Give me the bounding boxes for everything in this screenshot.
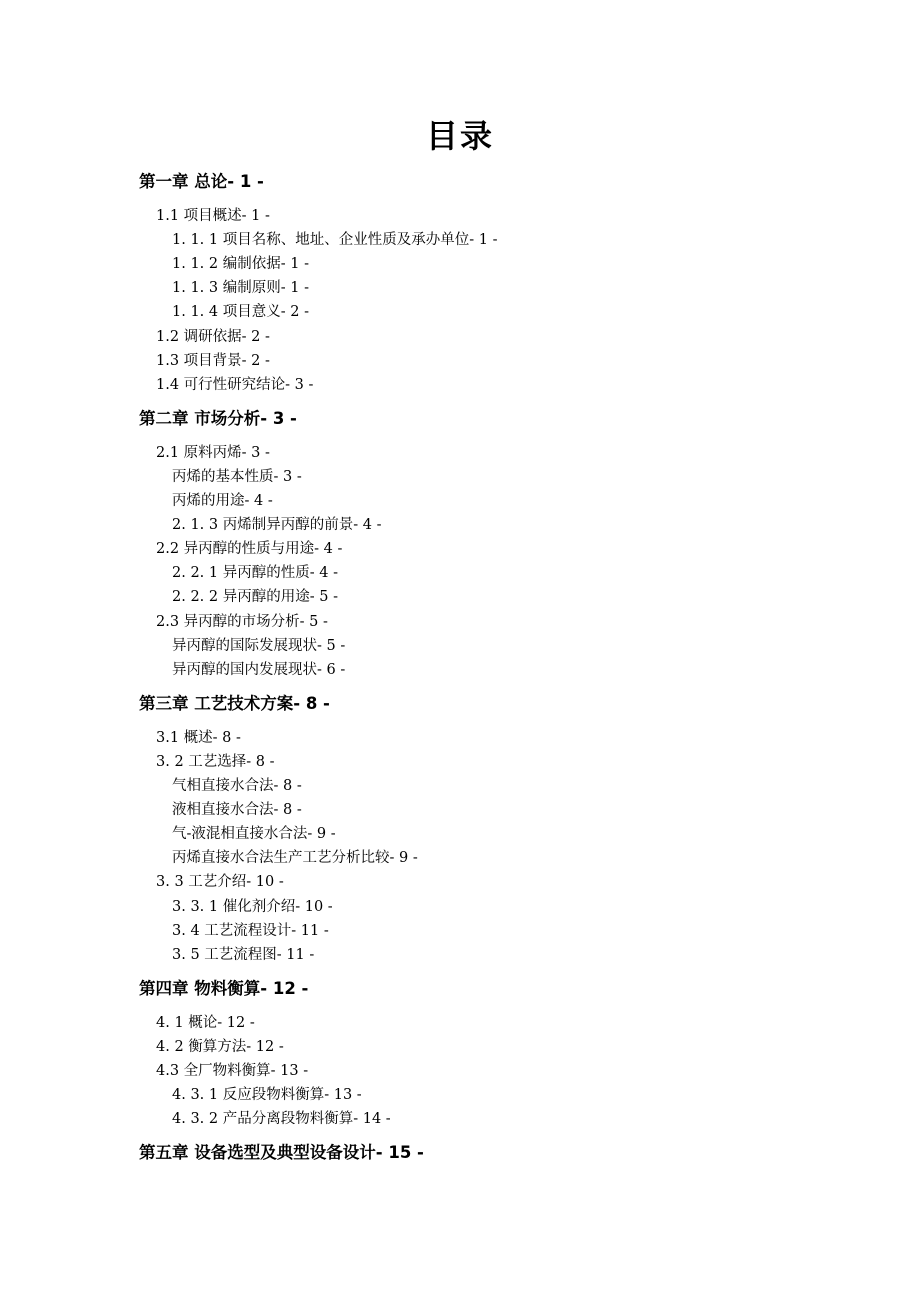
- toc-subsection-entry[interactable]: 异丙醇的国际发展现状- 5 -: [172, 637, 346, 654]
- toc-section-entry[interactable]: 2.1 原料丙烯- 3 -: [156, 444, 270, 461]
- toc-subsection-entry[interactable]: 2. 1. 3 丙烯制异丙醇的前景- 4 -: [172, 517, 382, 534]
- toc-subsection-entry[interactable]: 1. 1. 1 项目名称、地址、企业性质及承办单位- 1 -: [172, 232, 498, 249]
- toc-subsection-entry[interactable]: 2. 2. 1 异丙醇的性质- 4 -: [172, 565, 338, 582]
- toc-section-entry[interactable]: 2.2 异丙醇的性质与用途- 4 -: [156, 541, 343, 558]
- toc-chapter-entry[interactable]: 第五章 设备选型及典型设备设计- 15 -: [139, 1143, 424, 1163]
- toc-chapter-entry[interactable]: 第四章 物料衡算- 12 -: [139, 978, 309, 998]
- toc-subsection-entry[interactable]: 气-液混相直接水合法- 9 -: [172, 826, 336, 843]
- toc-subsection-entry[interactable]: 4. 3. 2 产品分离段物料衡算- 14 -: [172, 1111, 391, 1128]
- toc-section-entry[interactable]: 4. 2 衡算方法- 12 -: [156, 1038, 284, 1055]
- toc-subsection-entry[interactable]: 3. 5 工艺流程图- 11 -: [172, 946, 315, 963]
- toc-title: 目录: [425, 117, 494, 155]
- toc-section-entry[interactable]: 1.3 项目背景- 2 -: [156, 352, 270, 369]
- toc-section-entry[interactable]: 1.4 可行性研究结论- 3 -: [156, 376, 314, 393]
- toc-subsection-entry[interactable]: 液相直接水合法- 8 -: [172, 802, 302, 819]
- toc-chapter-entry[interactable]: 第二章 市场分析- 3 -: [139, 408, 297, 428]
- toc-section-entry[interactable]: 3. 2 工艺选择- 8 -: [156, 753, 275, 770]
- toc-subsection-entry[interactable]: 丙烯直接水合法生产工艺分析比较- 9 -: [172, 850, 418, 867]
- toc-subsection-entry[interactable]: 丙烯的基本性质- 3 -: [172, 468, 302, 485]
- toc-section-entry[interactable]: 3.1 概述- 8 -: [156, 729, 241, 746]
- toc-subsection-entry[interactable]: 2. 2. 2 异丙醇的用途- 5 -: [172, 589, 338, 606]
- toc-subsection-entry[interactable]: 1. 1. 3 编制原则- 1 -: [172, 280, 309, 297]
- toc-subsection-entry[interactable]: 3. 3. 1 催化剂介绍- 10 -: [172, 898, 333, 915]
- toc-subsection-entry[interactable]: 异丙醇的国内发展现状- 6 -: [172, 661, 346, 678]
- toc-subsection-entry[interactable]: 气相直接水合法- 8 -: [172, 778, 302, 794]
- toc-subsection-entry[interactable]: 丙烯的用途- 4 -: [172, 493, 273, 509]
- toc-section-entry[interactable]: 1.1 项目概述- 1 -: [156, 208, 270, 224]
- toc-section-entry[interactable]: 1.2 调研依据- 2 -: [156, 328, 270, 345]
- toc-section-entry[interactable]: 4. 1 概论- 12 -: [156, 1014, 255, 1031]
- toc-subsection-entry[interactable]: 3. 4 工艺流程设计- 11 -: [172, 922, 329, 939]
- toc-section-entry[interactable]: 3. 3 工艺介绍- 10 -: [156, 874, 284, 891]
- toc-subsection-entry[interactable]: 1. 1. 4 项目意义- 2 -: [172, 304, 309, 321]
- toc-section-entry[interactable]: 2.3 异丙醇的市场分析- 5 -: [156, 613, 328, 630]
- toc-subsection-entry[interactable]: 1. 1. 2 编制依据- 1 -: [172, 256, 309, 273]
- toc-subsection-entry[interactable]: 4. 3. 1 反应段物料衡算- 13 -: [172, 1087, 362, 1104]
- toc-section-entry[interactable]: 4.3 全厂物料衡算- 13 -: [156, 1063, 309, 1079]
- toc-chapter-entry[interactable]: 第三章 工艺技术方案- 8 -: [139, 693, 330, 713]
- toc-chapter-entry[interactable]: 第一章 总论- 1 -: [139, 172, 264, 191]
